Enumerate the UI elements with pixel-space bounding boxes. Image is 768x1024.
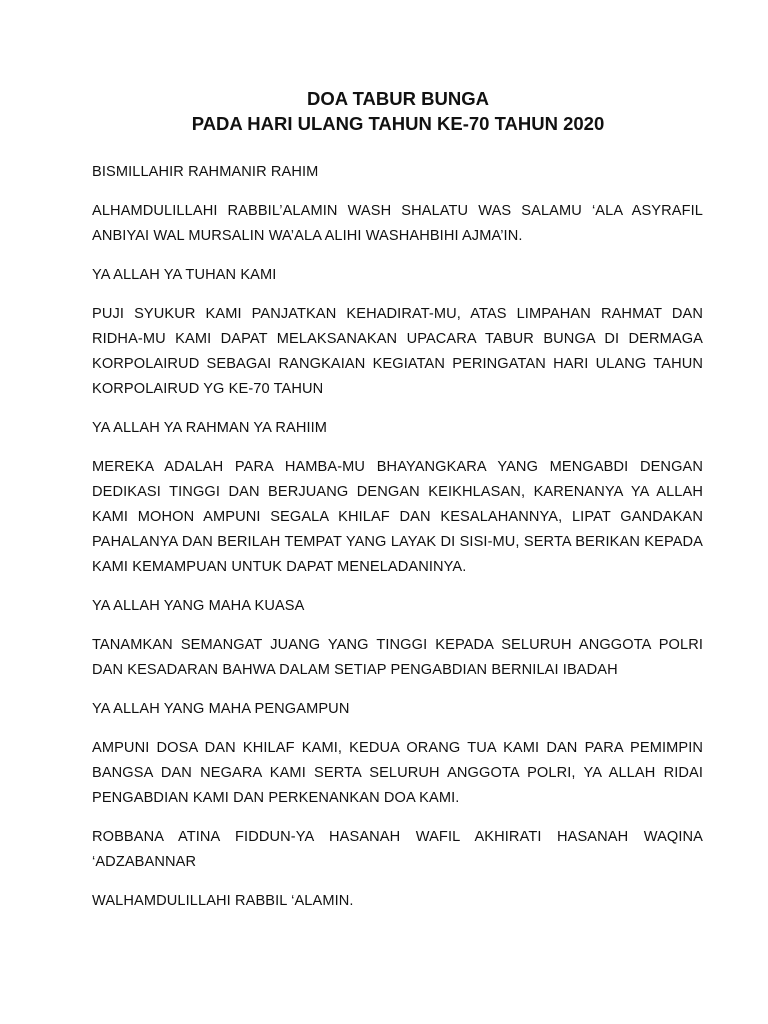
paragraph-11: ROBBANA ATINA FIDDUN-YA HASANAH WAFIL AKHIRATI HASANAH WAQINA ‘ADZABANNAR — [92, 829, 703, 870]
paragraph-4: PUJI SYUKUR KAMI PANJATKAN KEHADIRAT-MU, ATAS LIMPAHAN RAHMAT DAN RIDHA-MU KAMI DAPAT MELAKSANAKAN UPACARA TABUR BUNGA DI DERMAGA KORPOLAIRUD SEBAGAI RANGKAIAN KEGIATAN PERINGATAN HARI ULANG TAHUN KORPOLAIRUD YG KE-70 TAHUN — [92, 306, 703, 397]
paragraph-1: BISMILLAHIR RAHMANIR RAHIM — [92, 164, 319, 180]
paragraph-8: TANAMKAN SEMANGAT JUANG YANG TINGGI KEPADA SELURUH ANGGOTA POLRI DAN KESADARAN BAHWA DALAM SETIAP PENGABDIAN BERNILAI IBADAH — [92, 637, 703, 678]
paragraph-6: MEREKA ADALAH PARA HAMBA-MU BHAYANGKARA YANG MENGABDI DENGAN DEDIKASI TINGGI DAN BERJUANG DENGAN KEIKHLASAN, KARENANYA YA ALLAH KAMI MOHON AMPUNI SEGALA KHILAF DAN KESALAHANNYA, LIPAT GANDAKAN PAHALANYA DAN BERILAH TEMPAT YANG LAYAK DI SISI-MU, SERTA BERIKAN KEPADA KAMI KEMAMPUAN UNTUK DAPAT MENELADANINYA. — [92, 459, 703, 575]
paragraph-3: YA ALLAH YA TUHAN KAMI — [92, 267, 277, 283]
title-line-1: DOA TABUR BUNGA — [307, 88, 489, 109]
paragraph-10: AMPUNI DOSA DAN KHILAF KAMI, KEDUA ORANG TUA KAMI DAN PARA PEMIMPIN BANGSA DAN NEGARA KAMI SERTA SELURUH ANGGOTA POLRI, YA ALLAH RIDAI PENGABDIAN KAMI DAN PERKENANKAN DOA KAMI. — [92, 740, 703, 806]
paragraph-7: YA ALLAH YANG MAHA KUASA — [92, 598, 305, 614]
paragraph-9: YA ALLAH YANG MAHA PENGAMPUN — [92, 701, 350, 717]
title-line-2: PADA HARI ULANG TAHUN KE-70 TAHUN 2020 — [191, 113, 605, 134]
paragraph-2: ALHAMDULILLAHI RABBIL’ALAMIN WASH SHALATU WAS SALAMU ‘ALA ASYRAFIL ANBIYAI WAL MURSALIN WA’ALA ALIHI WASHAHBIHI AJMA’IN. — [92, 203, 703, 244]
paragraph-12: WALHAMDULILLAHI RABBIL ‘ALAMIN. — [92, 893, 354, 909]
document-title — [0, 86, 768, 136]
paragraph-5: YA ALLAH YA RAHMAN YA RAHIIM — [92, 420, 328, 436]
document-body — [92, 160, 703, 928]
